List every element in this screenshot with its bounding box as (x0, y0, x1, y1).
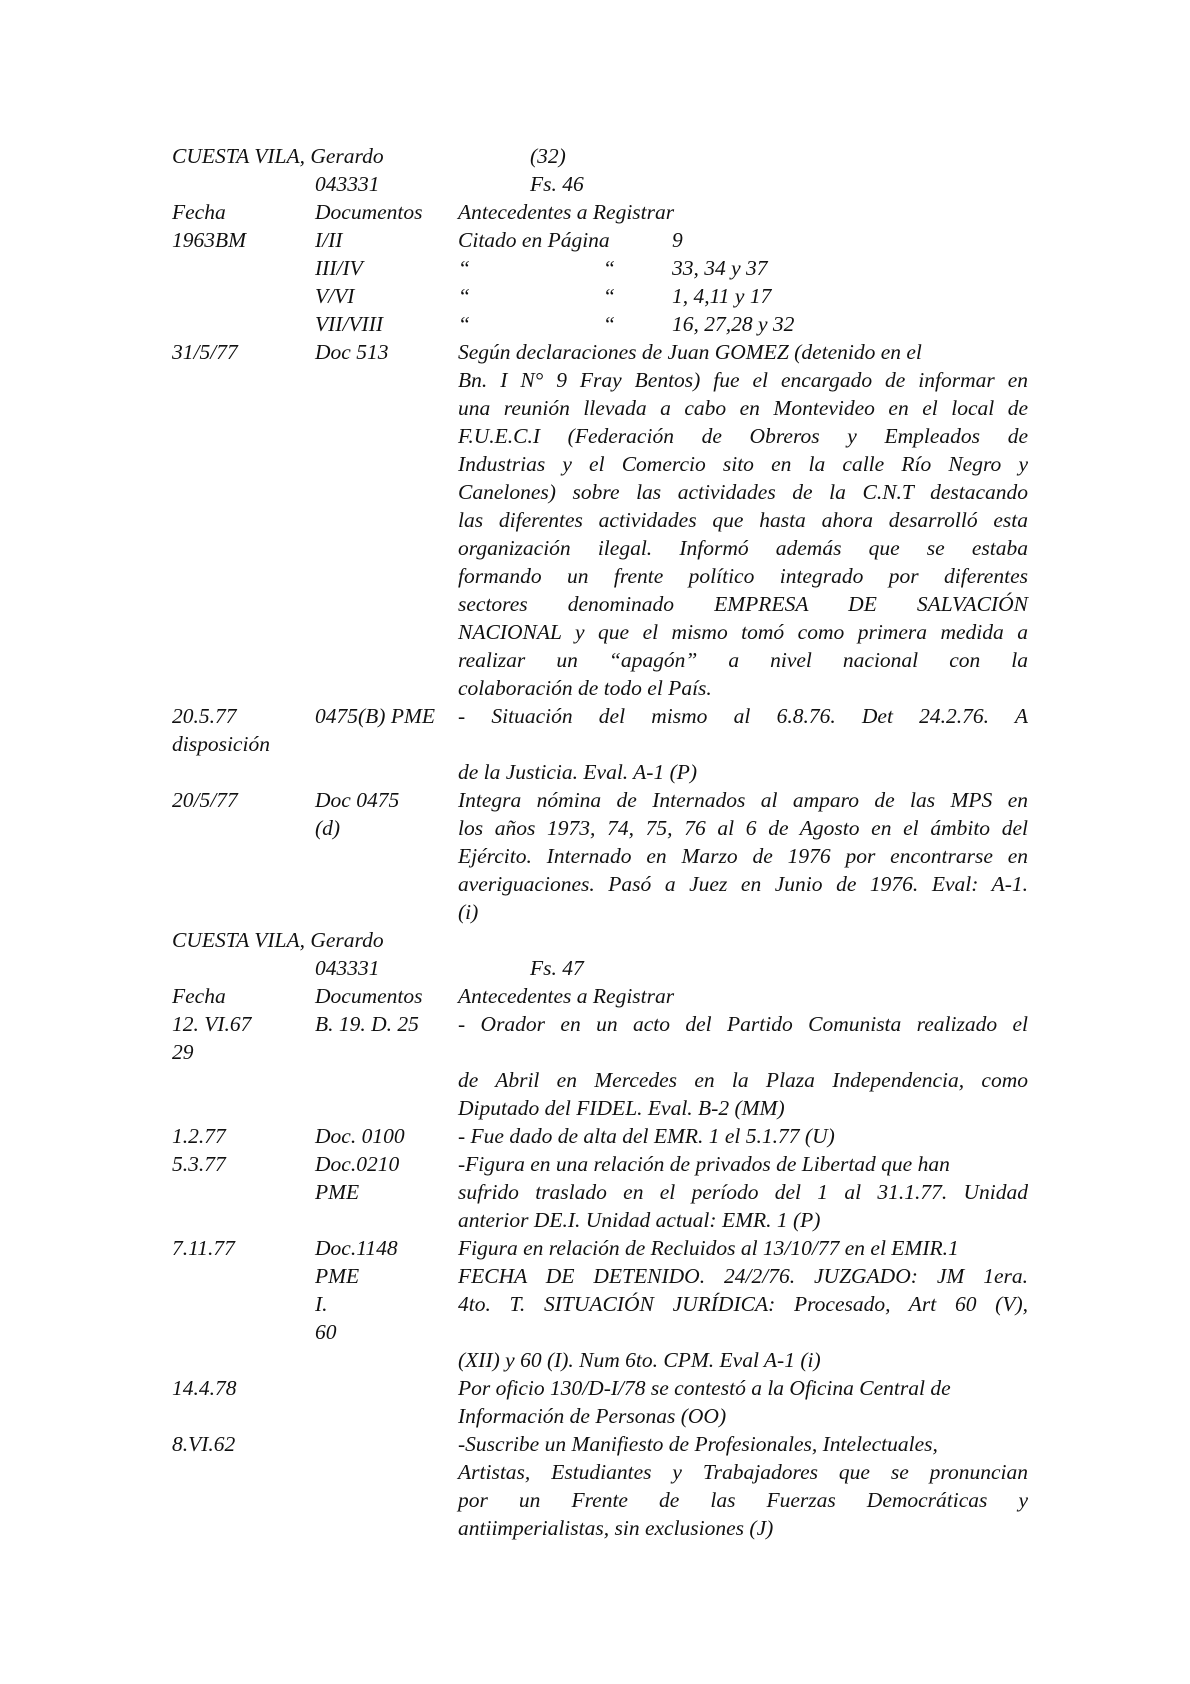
entry-text-line: (i) (458, 900, 479, 924)
entry-date: 8.VI.62 (172, 1432, 236, 1456)
ditto-mark: “ (603, 256, 615, 280)
entry-text-line: (XII) y 60 (I). Num 6to. CPM. Eval A-1 (i) (458, 1348, 821, 1372)
ditto-mark: “ (458, 312, 470, 336)
header-antecedentes: Antecedentes a Registrar (458, 984, 675, 1008)
entry-text-line: los años 1973, 74, 75, 76 al 6 de Agosto en el ámbito del (458, 816, 1028, 840)
record-number: (32) (530, 144, 566, 168)
person-name: CUESTA VILA, Gerardo (172, 144, 384, 168)
entry-text-overflow: 29 (172, 1040, 194, 1064)
cited-pages: 16, 27,28 y 32 (672, 312, 795, 336)
entry-text-line: colaboración de todo el País. (458, 676, 712, 700)
entry-text-line: - Situación del mismo al 6.8.76. Det 24.2.76. A (458, 704, 1028, 728)
cited-pages: 33, 34 y 37 (672, 256, 768, 280)
header-fecha: Fecha (172, 984, 226, 1008)
entry-text-line: Por oficio 130/D-I/78 se contestó a la Oficina Central de (458, 1376, 951, 1400)
entry-doc: III/IV (315, 256, 363, 280)
folio-number: Fs. 46 (530, 172, 584, 196)
entry-text-line: sectores denominado EMPRESA DE SALVACIÓN (458, 592, 1028, 616)
entry-text-line: - Fue dado de alta del EMR. 1 el 5.1.77 (U) (458, 1124, 835, 1148)
entry-text-line: Información de Personas (OO) (458, 1404, 727, 1428)
entry-text-line: NACIONAL y que el mismo tomó como primera medida a (458, 620, 1028, 644)
entry-date: 1963BM (172, 228, 247, 252)
entry-text-line: Diputado del FIDEL. Eval. B-2 (MM) (458, 1096, 785, 1120)
entry-doc: PME (315, 1180, 360, 1204)
entry-doc: PME (315, 1264, 360, 1288)
entry-doc: Doc.0210 (315, 1152, 400, 1176)
entry-text-line: de la Justicia. Eval. A-1 (P) (458, 760, 698, 784)
entry-doc: (d) (315, 816, 341, 840)
header-documentos: Documentos (315, 200, 423, 224)
entry-date: 20.5.77 (172, 704, 237, 728)
entry-text-line: sufrido traslado en el período del 1 al 31.1.77. Unidad (458, 1180, 1028, 1204)
entry-date: 5.3.77 (172, 1152, 226, 1176)
entry-text-line: Figura en relación de Recluidos al 13/10/77 en el EMIR.1 (458, 1236, 959, 1260)
entry-text-overflow: disposición (172, 732, 270, 756)
entry-doc: 60 (315, 1320, 337, 1344)
entry-text-line: Industrias y el Comercio sito en la calle Río Negro y (458, 452, 1028, 476)
entry-date: 1.2.77 (172, 1124, 226, 1148)
entry-text-line: por un Frente de las Fuerzas Democráticas y (458, 1488, 1028, 1512)
entry-doc: Doc 513 (315, 340, 389, 364)
entry-doc: Doc 0475 (315, 788, 400, 812)
entry-doc: I/II (315, 228, 343, 252)
header-fecha: Fecha (172, 200, 226, 224)
entry-text-line: FECHA DE DETENIDO. 24/2/76. JUZGADO: JM 1era. (458, 1264, 1028, 1288)
ditto-mark: “ (458, 256, 470, 280)
entry-doc: Doc. 0100 (315, 1124, 405, 1148)
entry-text-line: Según declaraciones de Juan GOMEZ (detenido en el (458, 340, 922, 364)
entry-text-line: 4to. T. SITUACIÓN JURÍDICA: Procesado, Art 60 (V), (458, 1292, 1028, 1316)
folio-number: Fs. 47 (530, 956, 584, 980)
entry-text-line: organización ilegal. Informó además que se estaba (458, 536, 1028, 560)
entry-text-line: - Orador en un acto del Partido Comunista realizado el (458, 1012, 1028, 1036)
entry-text-line: -Suscribe un Manifiesto de Profesionales, Intelectuales, (458, 1432, 938, 1456)
cited-label: Citado en Página (458, 228, 610, 252)
entry-text-line: Bn. I N° 9 Fray Bentos) fue el encargado de informar en (458, 368, 1028, 392)
person-id: 043331 (315, 172, 380, 196)
entry-text-line: Integra nómina de Internados al amparo de las MPS en (458, 788, 1028, 812)
entry-text-line: Artistas, Estudiantes y Trabajadores que se pronuncian (458, 1460, 1028, 1484)
entry-text-line: realizar un “apagón” a nivel nacional con la (458, 648, 1028, 672)
entry-text-line: Canelones) sobre las actividades de la C.N.T destacando (458, 480, 1028, 504)
ditto-mark: “ (458, 284, 470, 308)
cited-pages: 1, 4,11 y 17 (672, 284, 772, 308)
entry-text-line: de Abril en Mercedes en la Plaza Independencia, como (458, 1068, 1028, 1092)
entry-text-line: formando un frente político integrado por diferentes (458, 564, 1028, 588)
ditto-mark: “ (603, 284, 615, 308)
entry-text-line: averiguaciones. Pasó a Juez en Junio de 1976. Eval: A-1. (458, 872, 1028, 896)
entry-text-line: anterior DE.I. Unidad actual: EMR. 1 (P) (458, 1208, 821, 1232)
entry-doc: VII/VIII (315, 312, 384, 336)
entry-doc: I. (315, 1292, 328, 1316)
cited-pages: 9 (672, 228, 683, 252)
entry-text-line: las diferentes actividades que hasta ahora desarrolló esta (458, 508, 1028, 532)
entry-text-line: una reunión llevada a cabo en Montevideo en el local de (458, 396, 1028, 420)
entry-doc: Doc.1148 (315, 1236, 398, 1260)
person-name: CUESTA VILA, Gerardo (172, 928, 384, 952)
entry-text-line: antiimperialistas, sin exclusiones (J) (458, 1516, 774, 1540)
entry-date: 7.11.77 (172, 1236, 235, 1260)
header-antecedentes: Antecedentes a Registrar (458, 200, 675, 224)
entry-text-line: F.U.E.C.I (Federación de Obreros y Empleados de (458, 424, 1028, 448)
entry-date: 31/5/77 (172, 340, 238, 364)
entry-text-line: -Figura en una relación de privados de Libertad que han (458, 1152, 950, 1176)
person-id: 043331 (315, 956, 380, 980)
entry-doc: B. 19. D. 25 (315, 1012, 419, 1036)
entry-date: 12. VI.67 (172, 1012, 252, 1036)
entry-doc: V/VI (315, 284, 355, 308)
header-documentos: Documentos (315, 984, 423, 1008)
ditto-mark: “ (603, 312, 615, 336)
entry-date: 14.4.78 (172, 1376, 237, 1400)
entry-doc: 0475(B) PME (315, 704, 436, 728)
entry-date: 20/5/77 (172, 788, 238, 812)
entry-text-line: Ejército. Internado en Marzo de 1976 por encontrarse en (458, 844, 1028, 868)
